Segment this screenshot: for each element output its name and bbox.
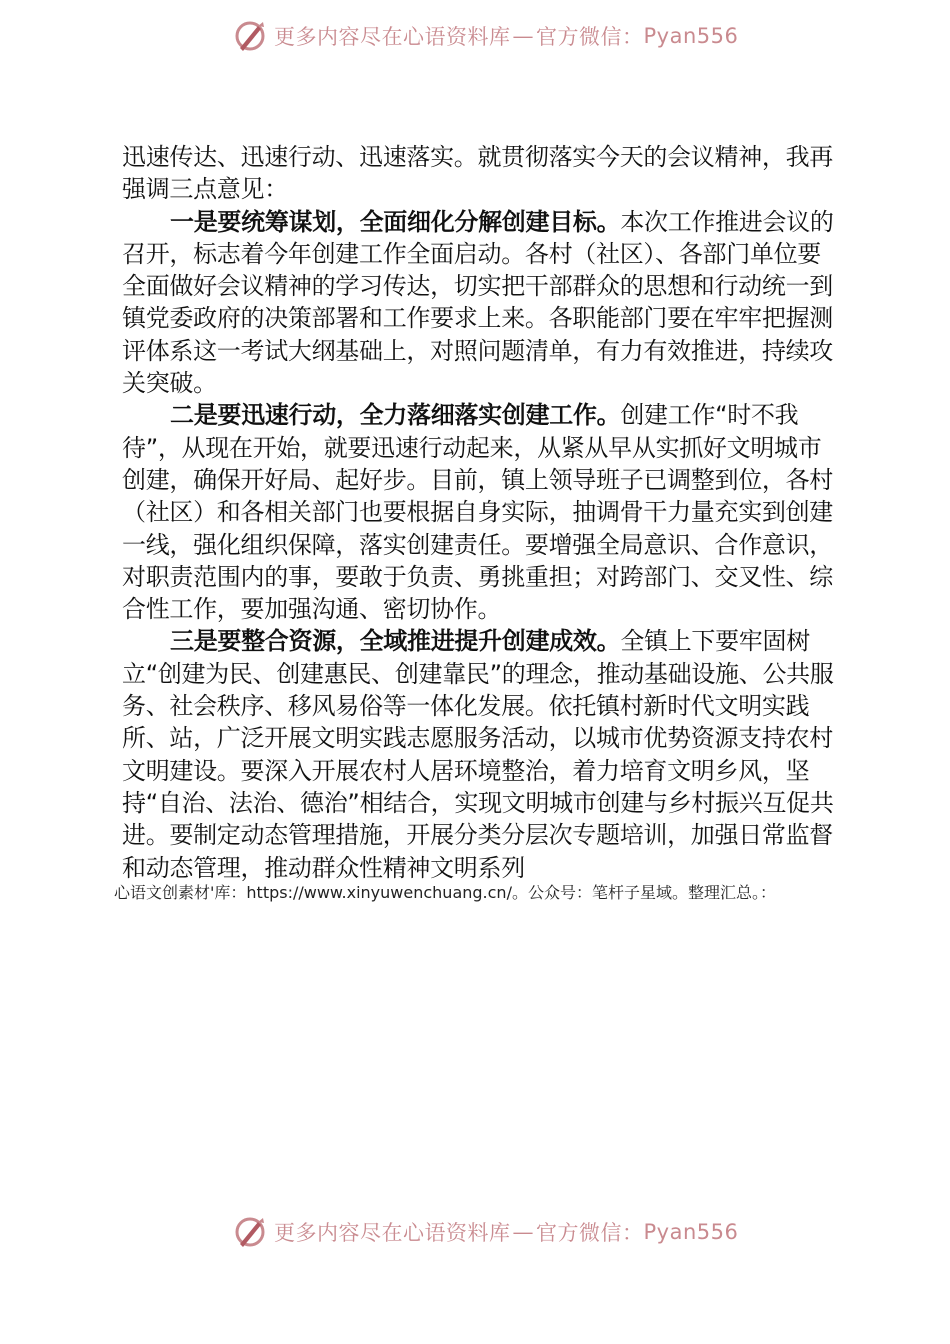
watermark-footer bbox=[232, 1212, 738, 1252]
point-text-3: 全镇上下要牢固树立“创建为民、创建惠民、创建靠民”的理念，推动基础设施、公共服务、社会秩序、移风易俗等一体化发展。依托镇村新时代文明实践所、站，广泛开展文明实践志愿服务活动，以城市优势资源支持农村文明建设。要深入开展农村人居环境整治，着力培育文明乡风，坚持“自治、法治、德治”相结合，实现文明城市创建与乡村振兴互促共进。要制定动态管理措施，开展分类分层次专题培训，加强日常监督和动态管理，推动群众性精神文明系列 bbox=[122, 627, 834, 882]
watermark-separator: — bbox=[512, 24, 534, 48]
point-paragraph-3 bbox=[122, 625, 842, 883]
watermark-wechat-id: Pyan556 bbox=[643, 24, 739, 48]
point-text-2: 创建工作“时不我待”，从现在开始，就要迅速行动起来，从紧从早从实抓好文明城市创建，确保开好局、起好步。目前，镇上领导班子已调整到位，各村（社区）和各相关部门也要根据自身实际，抽调骨干力量充实到创建一线，强化组织保障，落实创建责任。要增强全局意识、合作意识，对职责范围内的事，要敢于负责、勇挑重担；对跨部门、交叉性、综合性工作，要加强沟通、密切协作。 bbox=[122, 401, 833, 624]
watermark-wechat-label: 官方微信： bbox=[536, 1221, 644, 1245]
intro-paragraph: 迅速传达、迅速行动、迅速落实。就贯彻落实今天的会议精神，我再强调三点意见： bbox=[122, 143, 833, 204]
watermark-header bbox=[232, 16, 738, 56]
watermark-wechat-id: Pyan556 bbox=[643, 1220, 739, 1244]
point-paragraph-1 bbox=[122, 206, 842, 400]
document-body bbox=[122, 141, 842, 884]
point-text-1: 本次工作推进会议的召开，标志着今年创建工作全面启动。各村（社区）、各部门单位要全面做好会议精神的学习传达，切实把干部群众的思想和行动统一到镇党委政府的决策部署和工作要求上来。各职能部门要在牢牢把握测评体系这一考试大纲基础上，对照问题清单，有力有效推进，持续攻关突破。 bbox=[122, 207, 834, 398]
pen-logo-icon bbox=[232, 1214, 268, 1250]
point-lead-1: 一是要统筹谋划，全面细化分解创建目标。 bbox=[170, 207, 621, 236]
point-paragraph-2 bbox=[122, 399, 842, 625]
watermark-text: 更多内容尽在心语资料库 bbox=[274, 1221, 511, 1245]
watermark-wechat-label: 官方微信： bbox=[536, 25, 644, 49]
pen-logo-icon bbox=[232, 18, 268, 54]
watermark-separator: — bbox=[512, 1220, 534, 1244]
point-lead-2: 二是要迅速行动，全力落细落实创建工作。 bbox=[170, 401, 621, 430]
point-lead-3: 三是要整合资源，全域推进提升创建成效。 bbox=[170, 627, 621, 656]
watermark-text: 更多内容尽在心语资料库 bbox=[274, 25, 511, 49]
source-note: 心语文创素材'库：https://www.xinyuwenchuang.cn/。公众号：笔杆子星域。整理汇总。： bbox=[114, 883, 776, 902]
